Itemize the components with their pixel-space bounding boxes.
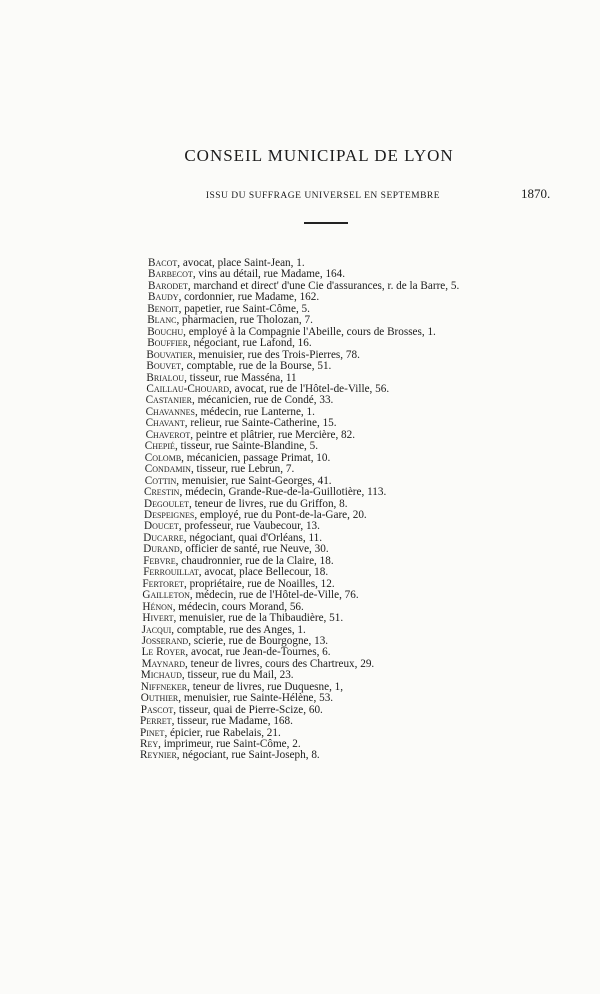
member-details: , mécanicien, passage Primat, 10. [181,451,331,464]
member-name: Jacqui [141,623,172,636]
member-details: , professeur, rue Vaubecour, 13. [178,520,320,533]
member-name: Caillau-Chouard [146,382,230,395]
member-details: , comptable, rue des Anges, 1. [171,623,306,636]
member-name: Pascot [140,703,174,716]
member-name: Bouchu [147,325,184,338]
member-name: Ducarre [143,531,184,544]
member-details: , menuisier, rue des Trois-Pierres, 78. [192,348,360,361]
member-details: , menuisier, rue de la Thibaudière, 51. [173,612,344,625]
member-details: , négociant, rue Saint-Joseph, 8. [176,749,320,762]
member-name: Chepié [144,440,175,453]
member-name: Cottin [144,474,177,487]
member-details: , papetier, rue Saint-Côme, 5. [178,302,310,315]
page-title [0,146,600,166]
member-details: , tisseur, rue du Mail, 23. [181,669,294,682]
member-details: , employé à la Compagnie l'Abeille, cours de Brosses, 1. [183,325,436,338]
council-member-list [140,258,580,762]
member-name: Michaud [140,669,182,682]
member-name: Brialou [146,371,185,384]
member-name: Febvre [143,554,176,567]
list-item [140,750,580,761]
member-name: Barbecot [148,268,193,281]
member-name: Fertoret [142,577,184,590]
member-name: Colomb [144,451,182,464]
member-details: , tisseur, rue Masséna, 11 [184,371,297,384]
member-name: Gailleton [142,589,190,602]
member-details: , négociant, rue Lafond, 16. [188,337,312,350]
member-details: , scierie, rue de Bourgogne, 13. [188,634,329,647]
member-name: Benoit [147,302,179,315]
member-details: , tisseur, rue Lebrun, 7. [190,463,295,476]
member-details: , menuisier, rue Sainte-Hélène, 53. [178,692,334,705]
member-details: , vins au détail, rue Madame, 164. [192,268,346,281]
member-details: , tisseur, rue Madame, 168. [171,715,293,728]
member-name: Durand [143,543,180,556]
member-details: , tisseur, rue Sainte-Blandine, 5. [174,440,319,453]
member-details: , comptable, rue de la Bourse, 51. [180,360,332,373]
member-details: , relieur, rue Sainte-Catherine, 15. [184,417,337,430]
member-name: Barodet [148,279,188,292]
member-name: Bacot [148,257,178,269]
member-name: Reynier [140,749,177,762]
member-name: Despeignes [144,508,195,521]
member-name: Bouvet [146,360,181,373]
member-name: Ferrouillat [143,566,199,579]
member-details: , médecin, Grande-Rue-de-la-Guillotière, 113. [179,486,387,499]
title-rule [304,222,348,224]
member-details: , tisseur, quai de Pierre-Scize, 60. [173,703,323,716]
member-details: , marchand et direct' d'une Cie d'assurances, r. de la Barre, 5. [187,279,460,292]
member-name: Chavannes [145,405,195,418]
member-name: Niffneker [140,680,188,693]
member-name: Rey [140,738,159,751]
member-name: Hivert [142,612,174,625]
member-name: Pinet [140,726,165,739]
member-name: Baudy [148,291,179,304]
subtitle-text: ISSU DU SUFFRAGE UNIVERSEL EN SEPTEMBRE [205,191,441,201]
member-name: Hénon [142,600,173,613]
member-name: Perret [140,715,172,728]
member-name: Outhier [140,692,179,705]
member-name: Chaverot [145,428,191,441]
member-details: , imprimeur, rue Saint-Côme, 2. [158,738,301,751]
member-name: Crestin [144,486,180,499]
member-name: Bouffier [147,337,188,350]
member-name: Bouvatier [146,348,193,361]
member-name: Doucet [144,520,179,533]
member-details: , peintre et plâtrier, rue Mercière, 82. [190,428,356,441]
member-name: Maynard [141,657,186,670]
member-details: , médecin, cours Morand, 56. [172,600,304,613]
member-details: , mécanicien, rue de Condé, 33. [191,394,334,407]
member-details: , teneur de livres, cours des Chartreux, 29. [185,657,375,670]
member-details: , pharmacien, rue Tholozan, 7. [176,314,313,327]
member-name: Josserand [141,634,189,647]
member-details: , avocat, rue de l'Hôtel-de-Ville, 56. [229,382,390,395]
member-details: , épicier, rue Rabelais, 21. [164,726,281,739]
member-details: , médecin, rue Lanterne, 1. [195,405,315,418]
member-details: , négociant, quai d'Orléans, 11. [183,531,323,544]
member-details: , propriétaire, rue de Noailles, 12. [183,577,335,590]
member-details: , officier de santé, rue Neuve, 30. [179,543,329,556]
member-name: Castanier [145,394,192,407]
subtitle-year: 1870. [520,186,551,201]
member-details: , avocat, rue Jean-de-Tournes, 6. [185,646,331,659]
member-details: , médecin, rue de l'Hôtel-de-Ville, 76. [189,589,359,602]
member-details: , cordonnier, rue Madame, 162. [178,291,320,304]
member-details: , chaudronnier, rue de la Claire, 18. [175,554,334,567]
member-details: , teneur de livres, rue du Griffon, 8. [188,497,348,510]
member-details: , avocat, place Bellecour, 18. [198,566,329,579]
page-subtitle [0,186,600,202]
member-details: , employé, rue du Pont-de-la-Gare, 20. [194,508,367,521]
member-details: , teneur de livres, rue Duquesne, 1, [187,680,344,693]
member-name: Chavant [145,417,185,430]
member-details: , menuisier, rue Saint-Georges, 41. [176,474,332,487]
member-name: Le Royer [141,646,186,659]
member-name: Blanc [147,314,177,327]
member-details: , avocat, place Saint-Jean, 1. [177,257,305,269]
member-name: Condamin [144,463,191,476]
title-text: CONSEIL MUNICIPAL DE LYON [184,146,454,165]
member-name: Degoulet [144,497,189,510]
